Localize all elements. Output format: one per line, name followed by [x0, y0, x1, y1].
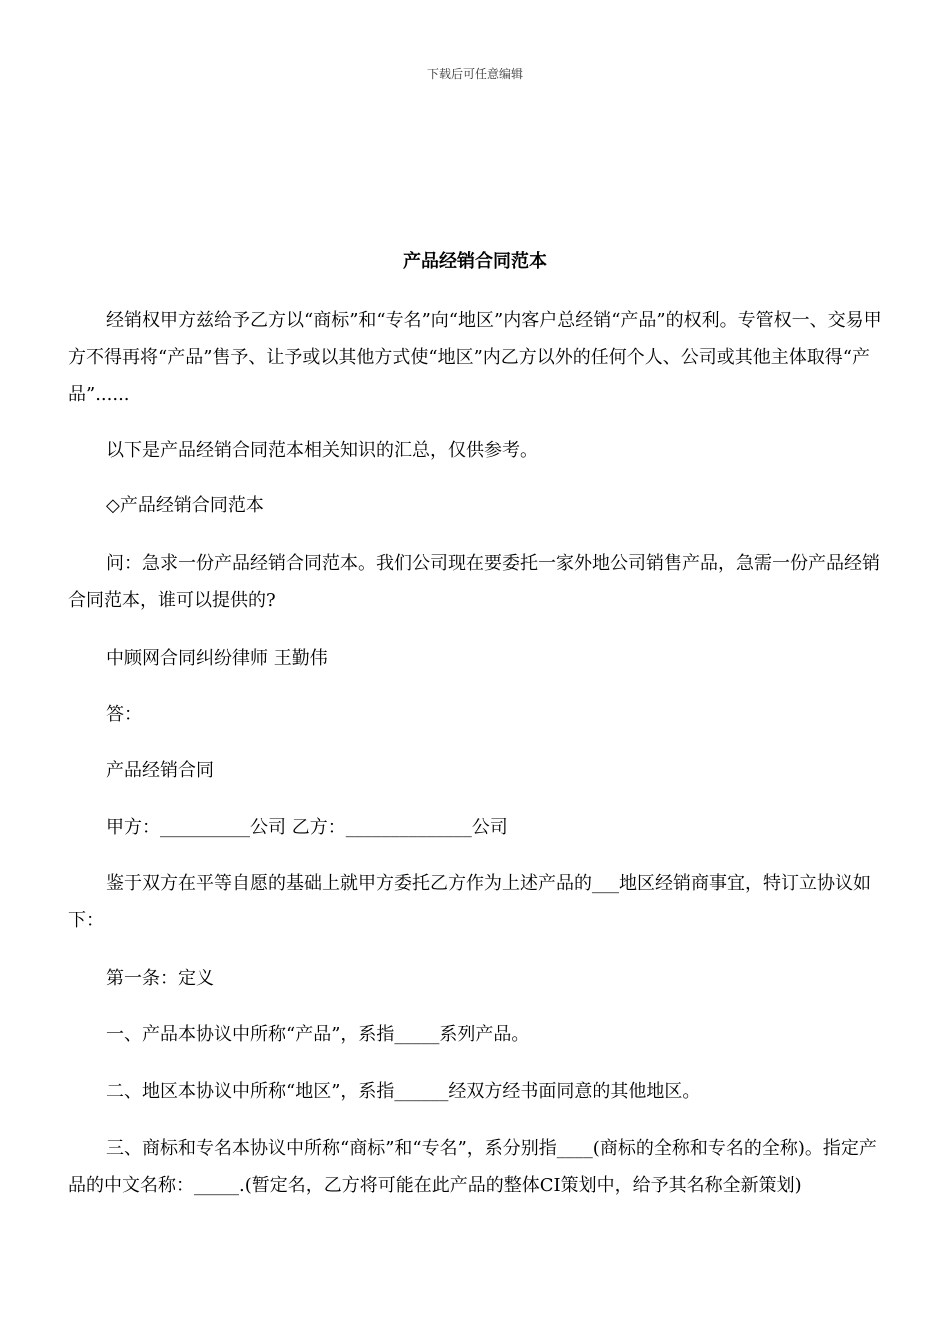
clause-region: 二、地区本协议中所称“地区”，系指______经双方经书面同意的其他地区。 [106, 1081, 701, 1102]
summary-paragraph: 以下是产品经销合同范本相关知识的汇总，仅供参考。 [106, 440, 538, 461]
document-title: 产品经销合同范本 [403, 251, 547, 272]
contract-title: 产品经销合同 [106, 760, 214, 781]
preamble-paragraph: 鉴于双方在平等自愿的基础上就甲方委托乙方作为上述产品的___地区经销商事宜，特订立协议如下： [68, 873, 871, 931]
lawyer-line: 中顾网合同纠纷律师 王勤伟 [106, 648, 328, 669]
answer-label: 答： [106, 704, 142, 725]
clause-trademark: 三、商标和专名本协议中所称“商标”和“专名”，系分别指____(商标的全称和专名的全称)。指定产品的中文名称：_____.(暂定名，乙方将可能在此产品的整体CI策划中，给予其名称全新策划) [68, 1138, 877, 1196]
header-note: 下载后可任意编辑 [426, 67, 523, 81]
intro-paragraph: 经销权甲方兹给予乙方以“商标”和“专名”向“地区”内客户总经销“产品”的权利。专管权一、交易甲方不得再将“产品”售予、让予或以其他方式使“地区”内乙方以外的任何个人、公司或其他主体取得“产品”...... [68, 310, 882, 405]
parties-line: 甲方：__________公司 乙方：______________公司 [106, 817, 508, 838]
section-heading: ◇产品经销合同范本 [106, 495, 264, 516]
clause-product: 一、产品本协议中所称“产品”，系指_____系列产品。 [106, 1024, 530, 1045]
article-heading: 第一条：定义 [106, 968, 214, 989]
question-paragraph: 问：急求一份产品经销合同范本。我们公司现在要委托一家外地公司销售产品，急需一份产品经销合同范本，谁可以提供的? [68, 553, 880, 611]
